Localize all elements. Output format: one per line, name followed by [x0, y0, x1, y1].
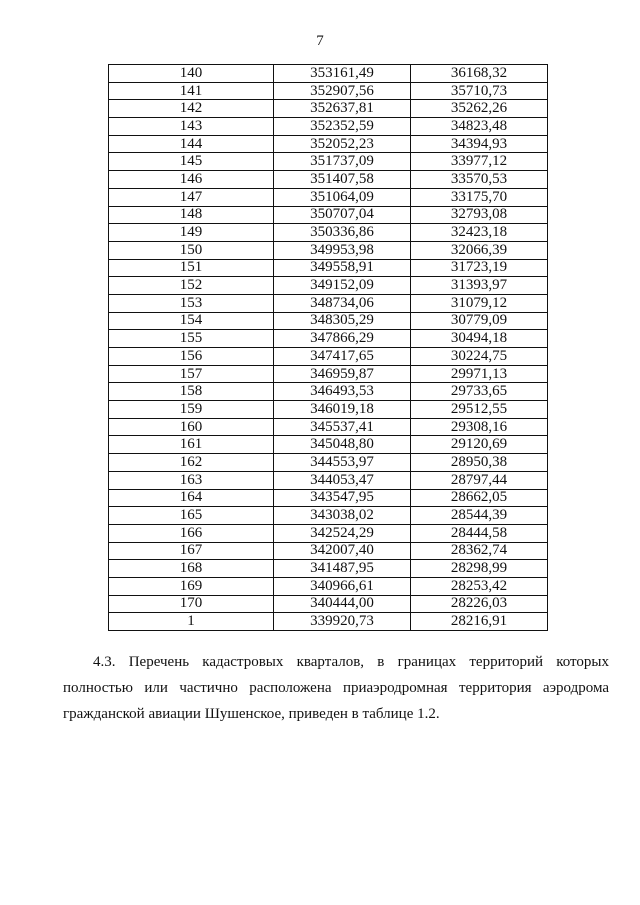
table-row [109, 454, 548, 472]
point-number-cell: 158 [109, 383, 274, 401]
x-coordinate-cell: 341487,95 [274, 560, 411, 578]
point-number-cell: 160 [109, 418, 274, 436]
y-coordinate-cell: 34394,93 [411, 135, 548, 153]
y-coordinate-cell: 30494,18 [411, 330, 548, 348]
point-number-cell: 150 [109, 241, 274, 259]
point-number-cell: 144 [109, 135, 274, 153]
point-number-cell: 156 [109, 348, 274, 366]
point-number-cell: 161 [109, 436, 274, 454]
point-number-cell: 162 [109, 454, 274, 472]
y-coordinate-cell: 29512,55 [411, 401, 548, 419]
x-coordinate-cell: 348305,29 [274, 312, 411, 330]
table-row [109, 65, 548, 83]
x-coordinate-cell: 347417,65 [274, 348, 411, 366]
y-coordinate-cell: 28797,44 [411, 471, 548, 489]
point-number-cell: 142 [109, 100, 274, 118]
table-row [109, 401, 548, 419]
table-row [109, 507, 548, 525]
table-row [109, 383, 548, 401]
y-coordinate-cell: 31079,12 [411, 294, 548, 312]
y-coordinate-cell: 28362,74 [411, 542, 548, 560]
table-row [109, 489, 548, 507]
y-coordinate-cell: 34823,48 [411, 118, 548, 136]
table-row [109, 436, 548, 454]
point-number-cell: 149 [109, 224, 274, 242]
y-coordinate-cell: 35710,73 [411, 82, 548, 100]
x-coordinate-cell: 352352,59 [274, 118, 411, 136]
table-row [109, 613, 548, 631]
table-row [109, 542, 548, 560]
point-number-cell: 154 [109, 312, 274, 330]
y-coordinate-cell: 35262,26 [411, 100, 548, 118]
paragraph-text: 4.3. Перечень кадастровых кварталов, в границах территорий которых полностью или частично расположена приаэродромная территория аэродрома гражданской авиации Шушенское, приведен в таблице 1.2. [63, 654, 609, 722]
table-row [109, 277, 548, 295]
table-row [109, 118, 548, 136]
table-row [109, 294, 548, 312]
y-coordinate-cell: 28662,05 [411, 489, 548, 507]
point-number-cell: 141 [109, 82, 274, 100]
point-number-cell: 151 [109, 259, 274, 277]
point-number-cell: 147 [109, 188, 274, 206]
x-coordinate-cell: 347866,29 [274, 330, 411, 348]
y-coordinate-cell: 28216,91 [411, 613, 548, 631]
point-number-cell: 155 [109, 330, 274, 348]
point-number-cell: 165 [109, 507, 274, 525]
x-coordinate-cell: 343547,95 [274, 489, 411, 507]
y-coordinate-cell: 28298,99 [411, 560, 548, 578]
y-coordinate-cell: 29733,65 [411, 383, 548, 401]
x-coordinate-cell: 348734,06 [274, 294, 411, 312]
x-coordinate-cell: 346493,53 [274, 383, 411, 401]
y-coordinate-cell: 36168,32 [411, 65, 548, 83]
table-row [109, 82, 548, 100]
table-row [109, 365, 548, 383]
y-coordinate-cell: 28544,39 [411, 507, 548, 525]
table-row [109, 312, 548, 330]
x-coordinate-cell: 344053,47 [274, 471, 411, 489]
table-row [109, 100, 548, 118]
y-coordinate-cell: 29308,16 [411, 418, 548, 436]
point-number-cell: 152 [109, 277, 274, 295]
table-row [109, 560, 548, 578]
table-row [109, 135, 548, 153]
x-coordinate-cell: 345048,80 [274, 436, 411, 454]
table-row [109, 171, 548, 189]
point-number-cell: 169 [109, 577, 274, 595]
table-row [109, 524, 548, 542]
point-number-cell: 163 [109, 471, 274, 489]
x-coordinate-cell: 342007,40 [274, 542, 411, 560]
table-row [109, 224, 548, 242]
x-coordinate-cell: 344553,97 [274, 454, 411, 472]
x-coordinate-cell: 349953,98 [274, 241, 411, 259]
point-number-cell: 140 [109, 65, 274, 83]
point-number-cell: 159 [109, 401, 274, 419]
x-coordinate-cell: 346019,18 [274, 401, 411, 419]
x-coordinate-cell: 349152,09 [274, 277, 411, 295]
x-coordinate-cell: 352052,23 [274, 135, 411, 153]
y-coordinate-cell: 29120,69 [411, 436, 548, 454]
x-coordinate-cell: 350707,04 [274, 206, 411, 224]
x-coordinate-cell: 352907,56 [274, 82, 411, 100]
y-coordinate-cell: 31393,97 [411, 277, 548, 295]
y-coordinate-cell: 33570,53 [411, 171, 548, 189]
table-row [109, 577, 548, 595]
table-row [109, 188, 548, 206]
y-coordinate-cell: 28226,03 [411, 595, 548, 613]
x-coordinate-cell: 352637,81 [274, 100, 411, 118]
table-body [109, 65, 548, 631]
section-paragraph [63, 649, 609, 727]
page-number: 7 [316, 33, 324, 49]
table-row [109, 259, 548, 277]
y-coordinate-cell: 29971,13 [411, 365, 548, 383]
table-row [109, 595, 548, 613]
x-coordinate-cell: 351407,58 [274, 171, 411, 189]
point-number-cell: 166 [109, 524, 274, 542]
table-row [109, 348, 548, 366]
point-number-cell: 164 [109, 489, 274, 507]
y-coordinate-cell: 31723,19 [411, 259, 548, 277]
table-row [109, 241, 548, 259]
table-row [109, 471, 548, 489]
y-coordinate-cell: 32793,08 [411, 206, 548, 224]
x-coordinate-cell: 353161,49 [274, 65, 411, 83]
table-row [109, 153, 548, 171]
x-coordinate-cell: 351064,09 [274, 188, 411, 206]
y-coordinate-cell: 28253,42 [411, 577, 548, 595]
y-coordinate-cell: 32066,39 [411, 241, 548, 259]
x-coordinate-cell: 349558,91 [274, 259, 411, 277]
y-coordinate-cell: 30779,09 [411, 312, 548, 330]
table-row [109, 206, 548, 224]
x-coordinate-cell: 339920,73 [274, 613, 411, 631]
x-coordinate-cell: 342524,29 [274, 524, 411, 542]
y-coordinate-cell: 33175,70 [411, 188, 548, 206]
point-number-cell: 167 [109, 542, 274, 560]
x-coordinate-cell: 343038,02 [274, 507, 411, 525]
x-coordinate-cell: 340444,00 [274, 595, 411, 613]
x-coordinate-cell: 351737,09 [274, 153, 411, 171]
table-row [109, 418, 548, 436]
y-coordinate-cell: 28444,58 [411, 524, 548, 542]
point-number-cell: 170 [109, 595, 274, 613]
point-number-cell: 1 [109, 613, 274, 631]
point-number-cell: 168 [109, 560, 274, 578]
point-number-cell: 143 [109, 118, 274, 136]
point-number-cell: 153 [109, 294, 274, 312]
point-number-cell: 148 [109, 206, 274, 224]
y-coordinate-cell: 30224,75 [411, 348, 548, 366]
table-row [109, 330, 548, 348]
x-coordinate-cell: 350336,86 [274, 224, 411, 242]
x-coordinate-cell: 340966,61 [274, 577, 411, 595]
x-coordinate-cell: 345537,41 [274, 418, 411, 436]
point-number-cell: 157 [109, 365, 274, 383]
point-number-cell: 145 [109, 153, 274, 171]
point-number-cell: 146 [109, 171, 274, 189]
coordinates-table [108, 64, 548, 631]
y-coordinate-cell: 33977,12 [411, 153, 548, 171]
x-coordinate-cell: 346959,87 [274, 365, 411, 383]
y-coordinate-cell: 32423,18 [411, 224, 548, 242]
y-coordinate-cell: 28950,38 [411, 454, 548, 472]
